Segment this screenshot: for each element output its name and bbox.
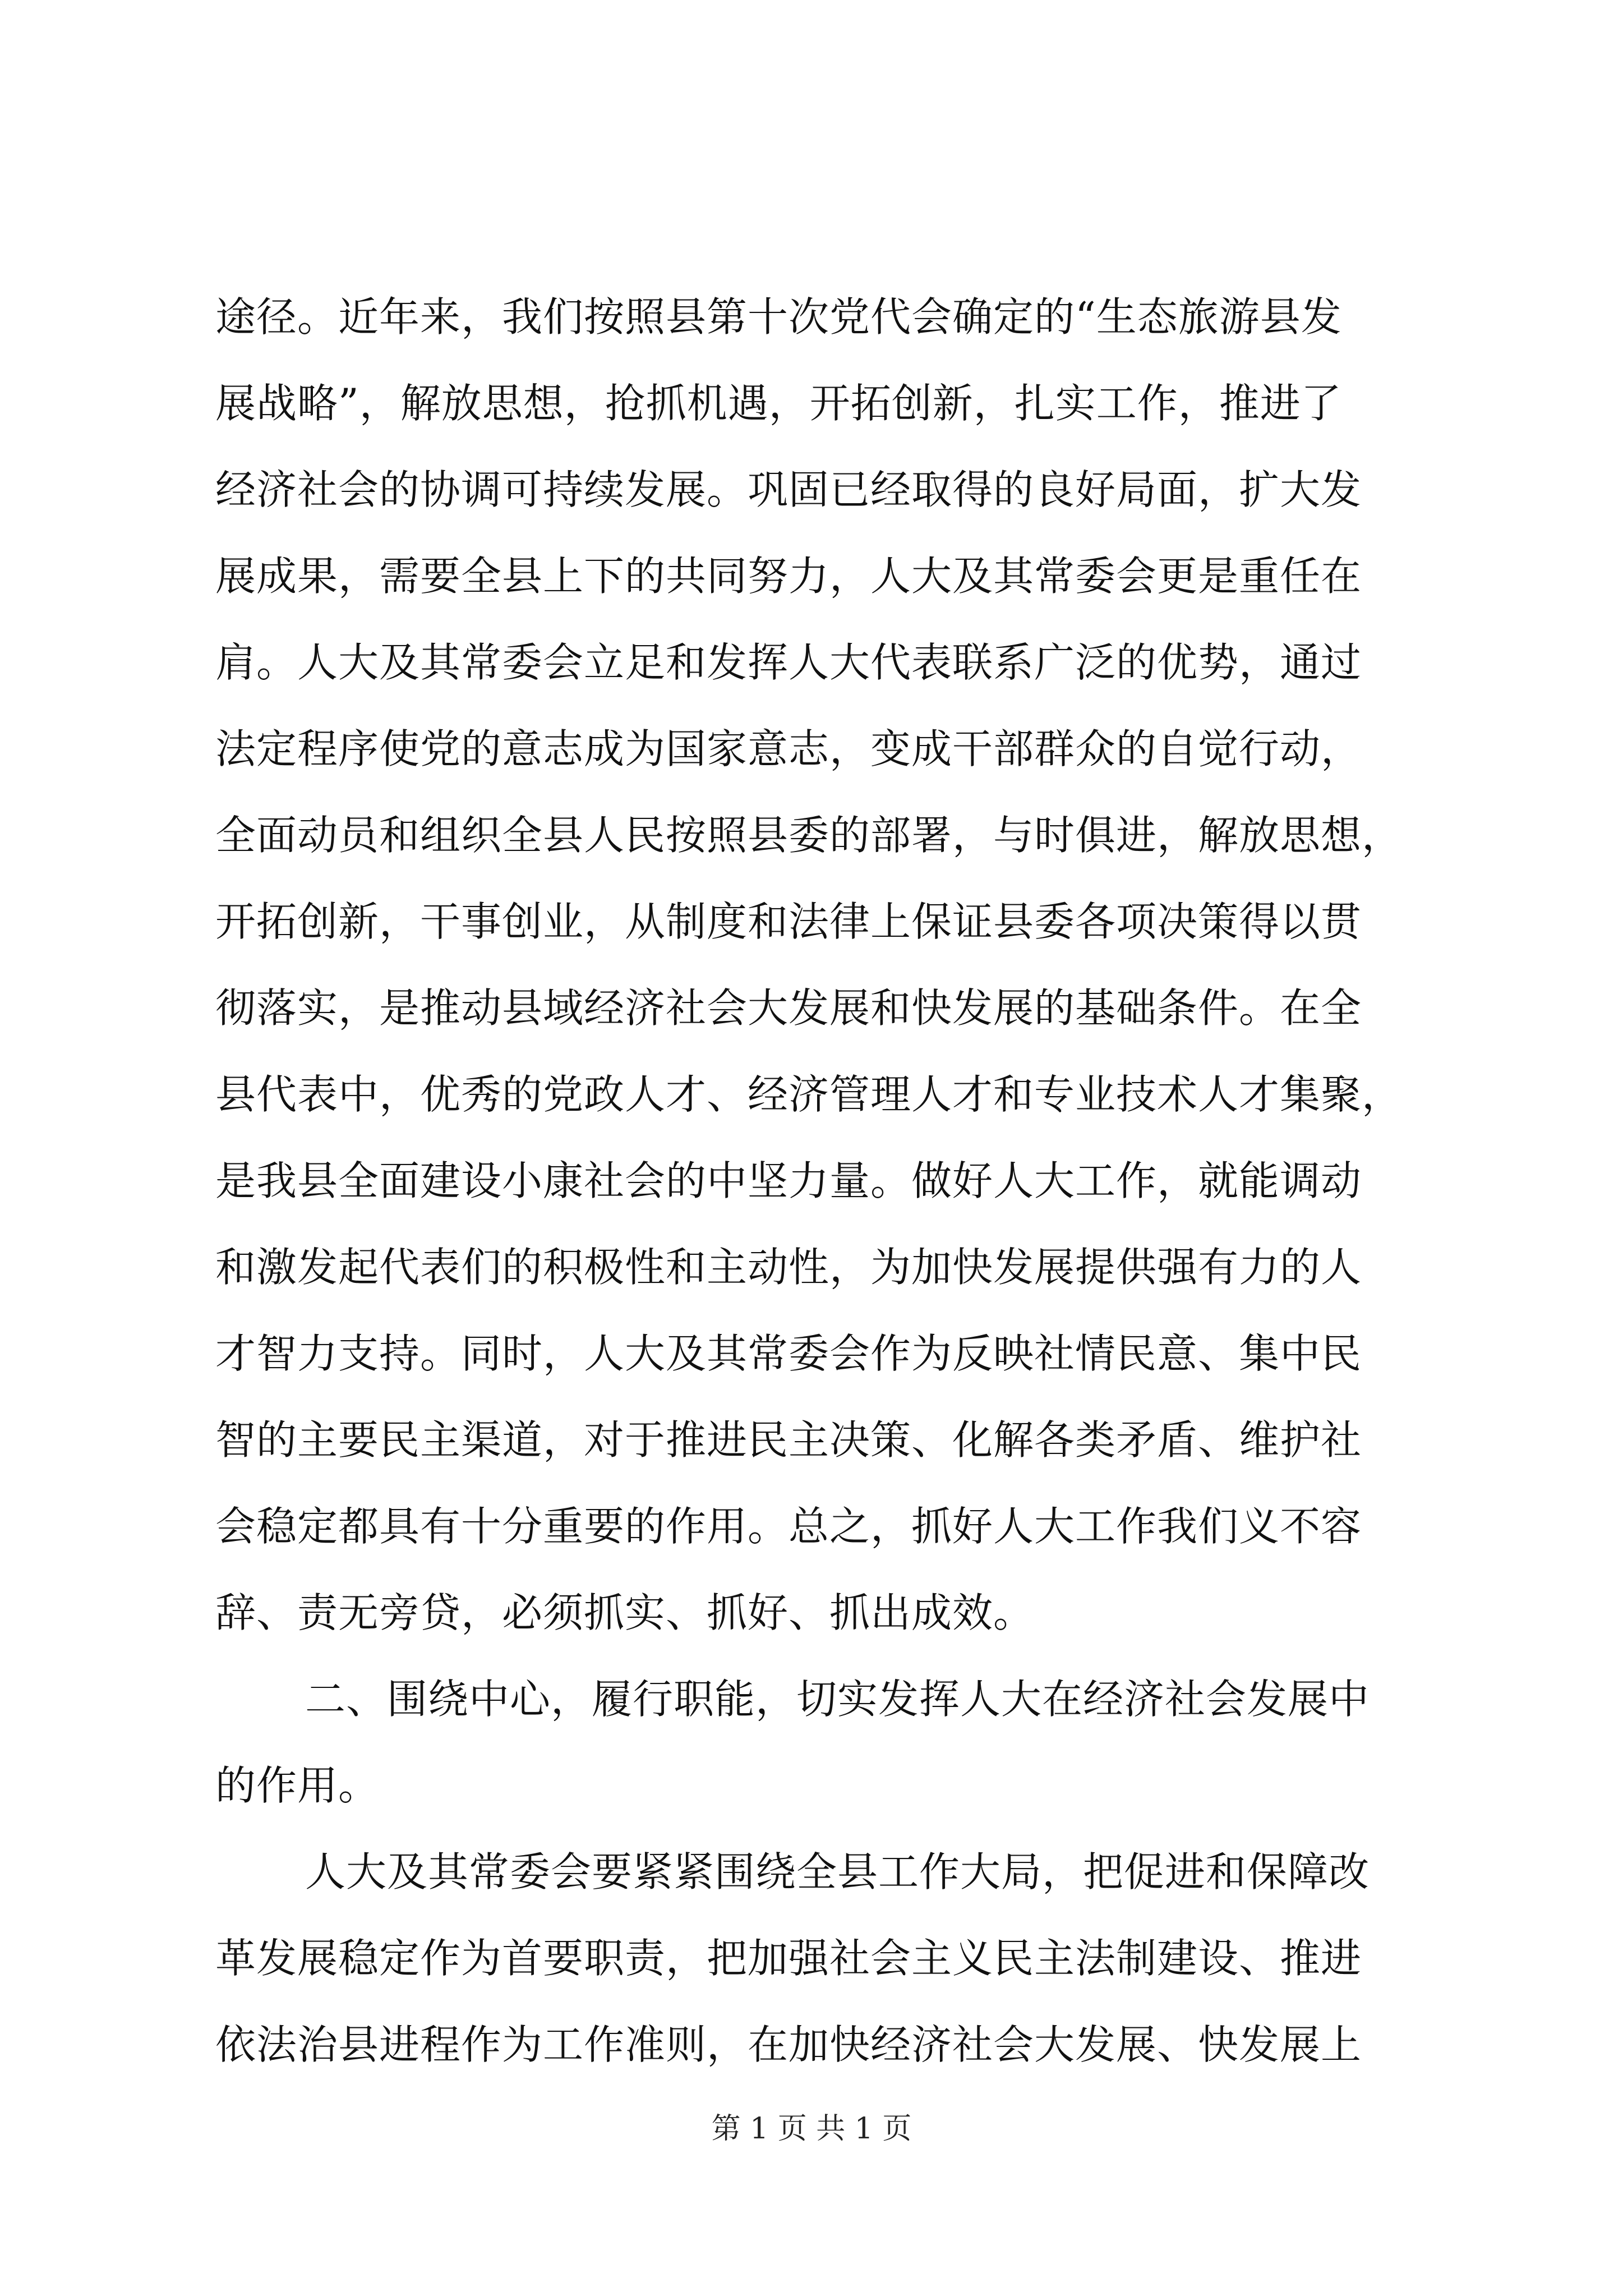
text-line: 才智力支持。同时，人大及其常委会作为反映社情民意、集中民 [215,1330,1362,1377]
text-line: 展成果，需要全县上下的共同努力，人大及其常委会更是重任在 [215,553,1362,600]
text-line: 途径。近年来，我们按照县第十次党代会确定的“生态旅游县发 [215,293,1342,341]
text-line: 开拓创新，干事创业，从制度和法律上保证县委各项决策得以贯 [215,898,1362,945]
section-heading-line: 二、围绕中心，履行职能，切实发挥人大在经济社会发展中 [305,1676,1370,1723]
text-line: 革发展稳定作为首要职责，把加强社会主义民主法制建设、推进 [215,1935,1362,1982]
text-line: 依法治县进程作为工作准则，在加快经济社会大发展、快发展上 [215,2021,1362,2068]
text-line: 人大及其常委会要紧紧围绕全县工作大局，把促进和保障改 [305,1848,1370,1895]
text-line: 会稳定都具有十分重要的作用。总之，抓好人大工作我们义不容 [215,1503,1362,1550]
text-line: 经济社会的协调可持续发展。巩固已经取得的良好局面，扩大发 [215,466,1362,513]
section-heading-line: 的作用。 [215,1762,380,1809]
text-line: 法定程序使党的意志成为国家意志，变成干部群众的自觉行动， [215,725,1362,772]
text-line: 智的主要民主渠道，对于推进民主决策、化解各类矛盾、维护社 [215,1416,1362,1464]
text-line: 肩。人大及其常委会立足和发挥人大代表联系广泛的优势，通过 [215,639,1362,686]
text-line: 全面动员和组织全县人民按照县委的部署，与时俱进，解放思想， [215,812,1403,859]
text-line: 展战略”，解放思想，抢抓机遇，开拓创新，扎实工作，推进了 [215,380,1342,427]
text-line: 彻落实，是推动县域经济社会大发展和快发展的基础条件。在全 [215,984,1362,1032]
text-line: 和激发起代表们的积极性和主动性，为加快发展提供强有力的人 [215,1244,1362,1291]
text-line: 县代表中，优秀的党政人才、经济管理人才和专业技术人才集聚， [215,1071,1403,1118]
page-number-footer: 第 1 页 共 1 页 [711,2112,912,2146]
text-line: 是我县全面建设小康社会的中坚力量。做好人大工作，就能调动 [215,1157,1362,1204]
text-line: 辞、责无旁贷，必须抓实、抓好、抓出成效。 [215,1589,1035,1636]
